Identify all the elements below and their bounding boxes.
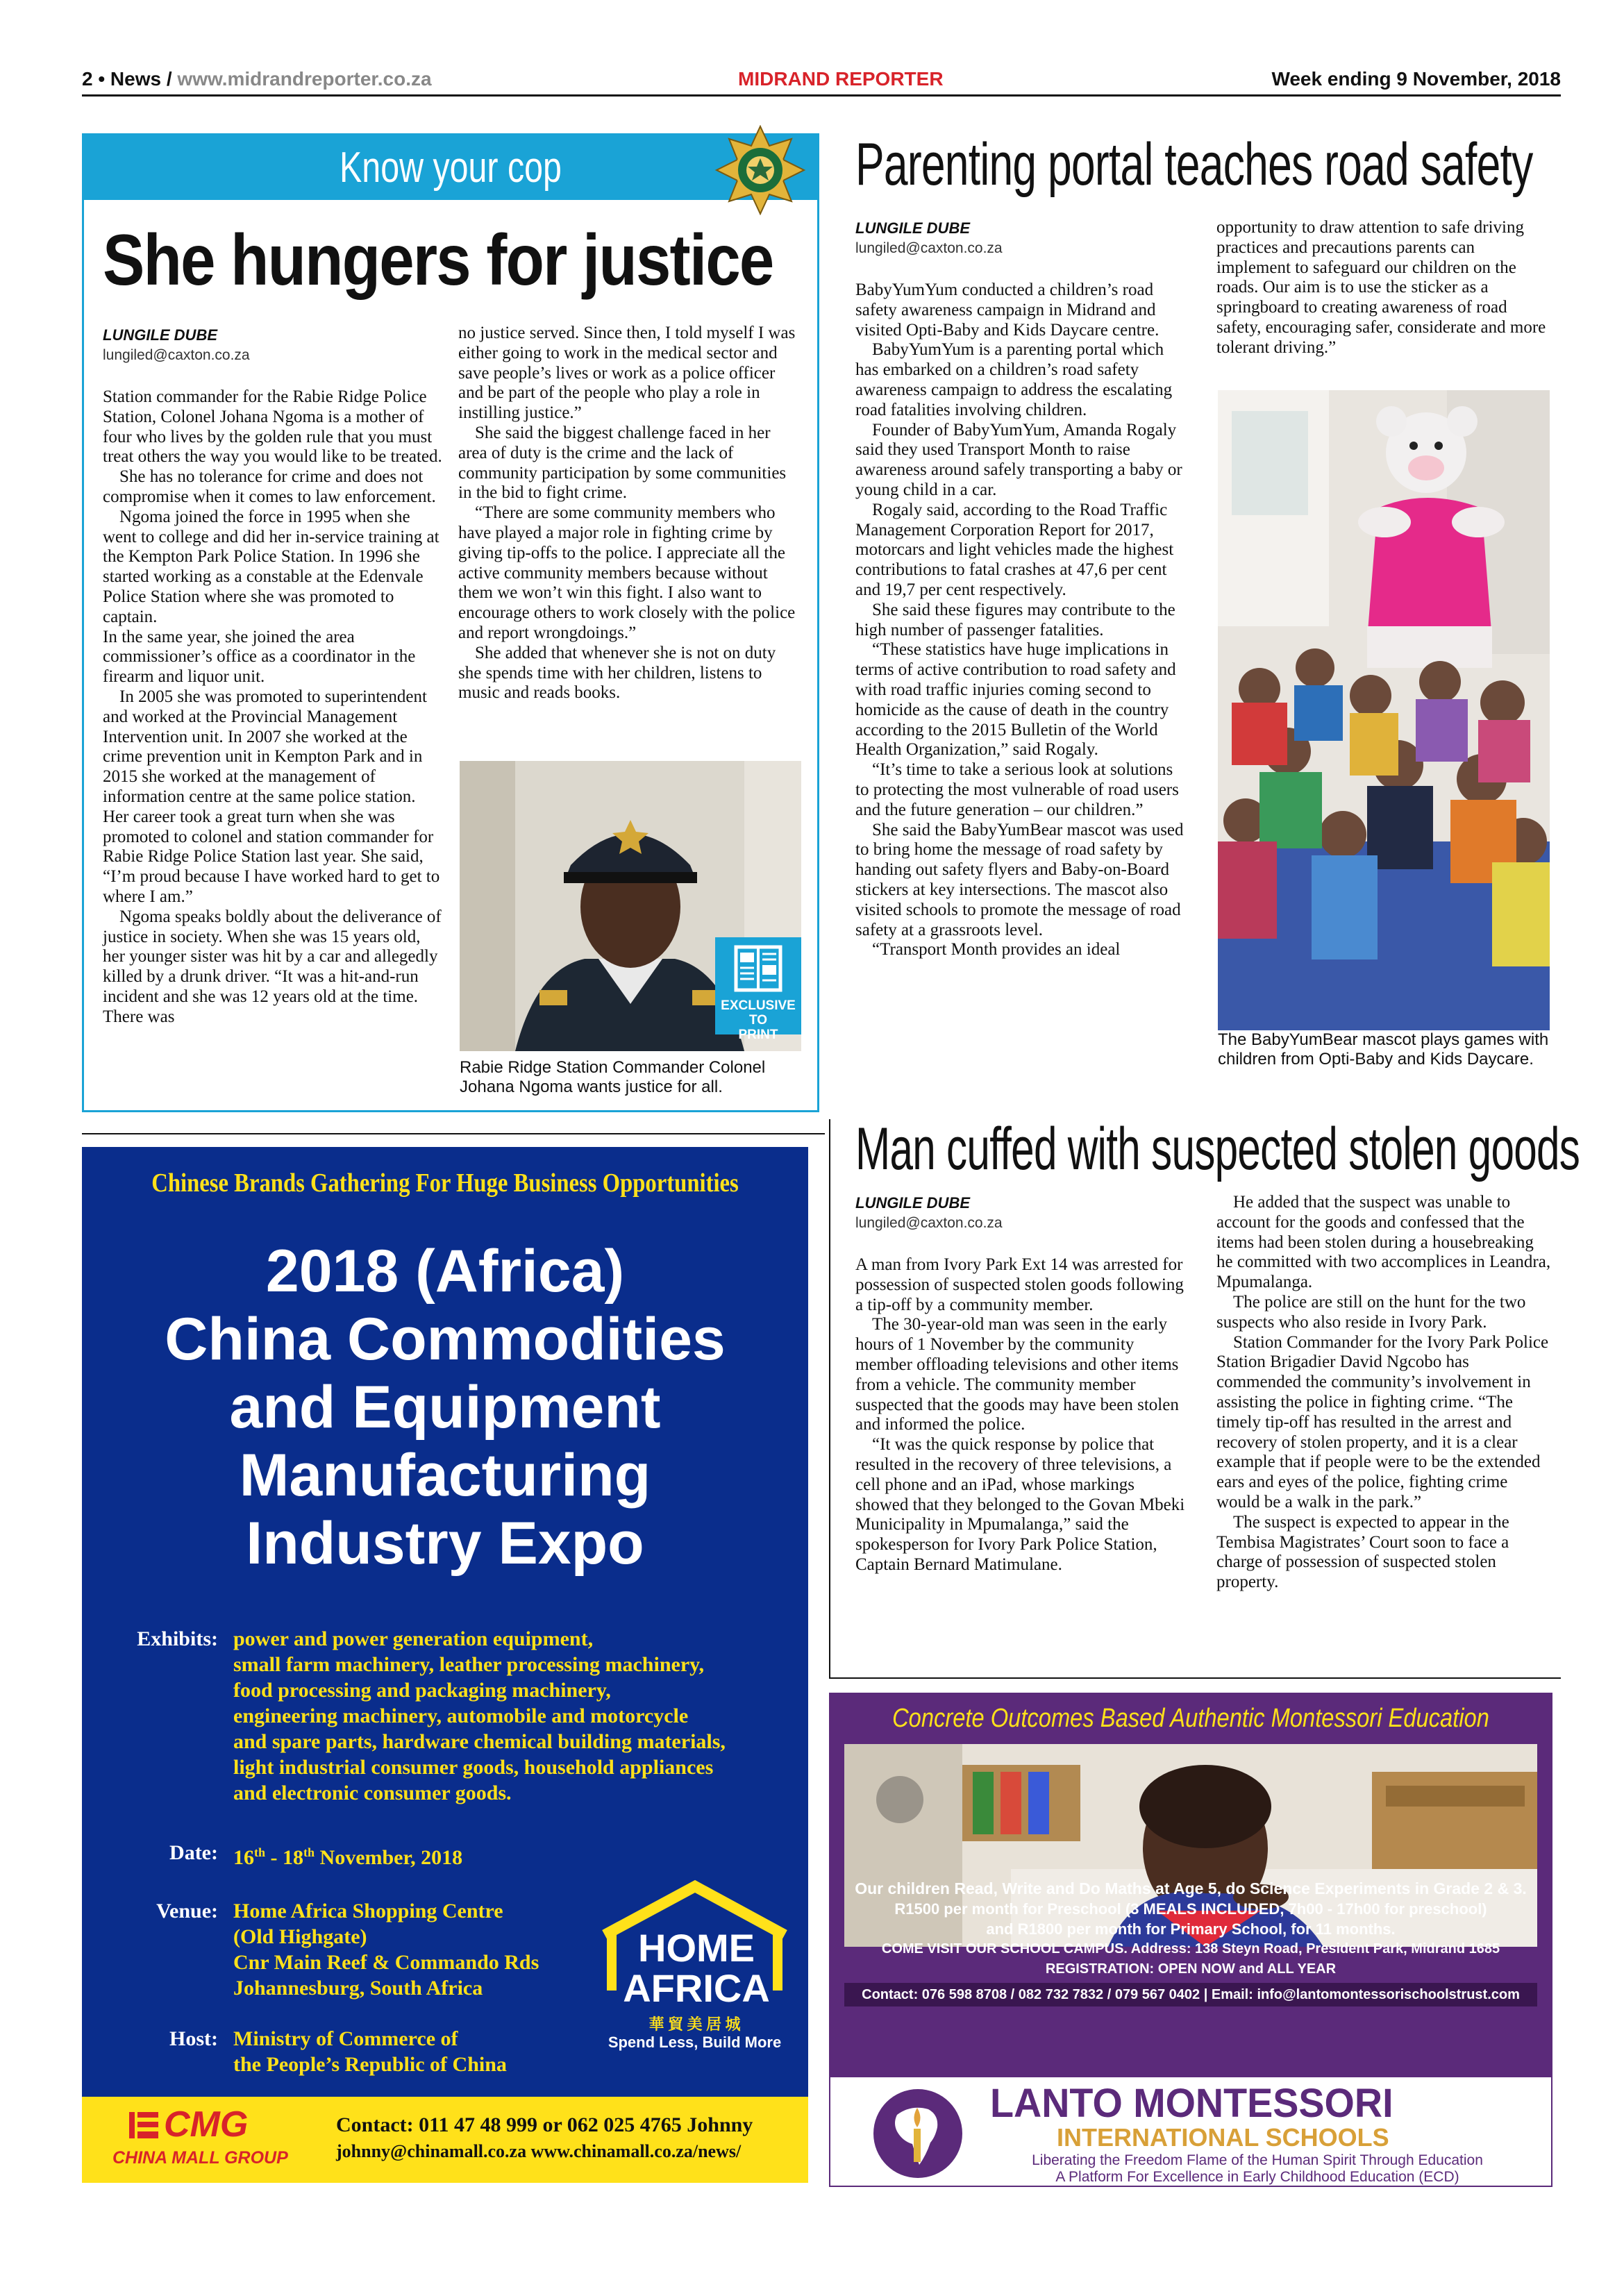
paragraph: In 2005 she was promoted to superintendent and worked at the Provincial Management Intervention unit. In 2007 she worked at the crime prevention unit in Kempton Park and in 2015 she worked at the management of information centre at the same police station. Her career took a great turn when she was promoted to colonel and station commander for Rabie Ridge Police Station last year. She said, “I’m proud because I have worked hard to get to where I am.” xyxy=(103,687,440,906)
cuffed-byline: LUNGILE DUBE xyxy=(855,1194,970,1212)
ad-top-rule xyxy=(82,1133,825,1134)
paragraph: BabyYumYum conducted a children’s road safety awareness campaign in Midrand and visited Opti-Baby and Kids Daycare centre. xyxy=(855,280,1160,340)
cuffed-bottom-rule xyxy=(829,1677,1561,1679)
date-label: Date: xyxy=(169,1841,218,1864)
paragraph: Founder of BabyYumYum, Amanda Rogaly said they used Transport Month to raise awareness around safely transporting a baby or young child in a car. xyxy=(855,420,1182,499)
ad-title xyxy=(82,1237,808,1577)
home-africa-line: AFRICA xyxy=(623,1966,770,2010)
parenting-byline: LUNGILE DUBE xyxy=(855,219,970,237)
exhibit-line: food processing and packaging machinery, xyxy=(233,1679,611,1702)
paragraph: “It’s time to take a serious look at solutions to protecting the most vulnerable of road users and the future generation – our children.” xyxy=(855,760,1179,819)
montessori-tagline-2: A Platform For Excellence in Early Childhood Education (ECD) xyxy=(1055,2169,1459,2185)
home-africa-chinese: 華 貿 美 居 城 xyxy=(648,2016,741,2033)
police-badge-icon xyxy=(714,125,807,215)
contact-web[interactable]: johnny@chinamall.co.za www.chinamall.co.za/news/ xyxy=(336,2141,742,2161)
home-africa-slogan: Spend Less, Build More xyxy=(608,2034,782,2051)
banner-title: Know your cop xyxy=(340,144,562,192)
cuffed-headline: Man cuffed with suspected stolen goods xyxy=(855,1116,1580,1182)
host-line: the People’s Republic of China xyxy=(233,2053,507,2076)
cuffed-body-1 xyxy=(855,1255,1189,1575)
paragraph: Station Commander for the Ivory Park Police Station Brigadier David Ngcobo has commended the community’s involvement in assisting the police in fighting crime. “The timely tip-off has resulted in the arrest and recovery of stolen property, and it is a clear example that if people were to be the extended ears and eyes of the police, fighting crime would be a walk in the park.” xyxy=(1216,1332,1549,1511)
home-africa-line: HOME xyxy=(638,1926,755,1970)
paragraph: “These statistics have huge implications in terms of active contribution to road safety and with road traffic injuries coming second to homicide as the cause of death in the country according to the 2015 Bulletin of the World Health Organization,” said Rogaly. xyxy=(855,640,1176,760)
paragraph: opportunity to draw attention to safe driving practices and precautions parents can implement to safeguard our children on the roads. Our aim is to use the sticker as a springboard to creating awareness of road safety, encouraging safer, considerate and more tolerant driving.” xyxy=(1216,218,1546,357)
exhibit-line: engineering machinery, automobile and motorcycle xyxy=(233,1704,689,1727)
paragraph: “Transport Month provides an ideal xyxy=(872,940,1121,960)
expo-date: 16th - 18th November, 2018 xyxy=(233,1845,463,1869)
newspaper-icon xyxy=(733,944,783,993)
know-your-cop-banner xyxy=(82,133,819,200)
parenting-email[interactable]: lungiled@caxton.co.za xyxy=(855,240,1003,256)
montessori-logo-title: LANTO MONTESSORI xyxy=(990,2081,1393,2126)
host-label: Host: xyxy=(169,2027,218,2050)
cop-column-2 xyxy=(458,324,800,703)
paragraph: Ngoma speaks boldly about the deliverance of justice in society. When she was 15 years old, her younger sister was hit by a car and allegedly killed by a drunk driver. “It was a hit-and-run incident and she was 12 years old at the time. There was xyxy=(103,907,442,1026)
cuffed-email[interactable]: lungiled@caxton.co.za xyxy=(855,1215,1003,1231)
contact-phone[interactable]: Contact: 011 47 48 999 or 062 025 4765 Johnny xyxy=(336,2113,753,2136)
paragraph: “It was the quick response by police that resulted in the recovery of three televisions, a cell phone and an iPad, whose markings showed that they belonged to the Govan Mbeki Municipality in Mpumalanga,” said the spokesperson for Ivory Park Police Station, Captain Bernard Matimulane. xyxy=(855,1435,1185,1574)
montessori-info xyxy=(844,1879,1537,1979)
ad-title-line: and Equipment xyxy=(229,1374,661,1441)
mascot-caption: The BabyYumBear mascot plays games with children from Opti-Baby and Kids Daycare. xyxy=(1218,1030,1549,1069)
info-line: Our children Read, Write and Do Maths at Age 5, do Science Experiments in Grade 2 & 3. xyxy=(855,1879,1527,1897)
page-label: 2 • News / xyxy=(82,68,172,90)
info-line: R1500 per month for Preschool (3 MEALS INCLUDED, 7h00 - 17h00 for preschool) xyxy=(894,1900,1487,1918)
paragraph: The 30-year-old man was seen in the early hours of 1 November by the community member offloading televisions and other items from a vehicle. The community member suspected that the goods may have been stolen and informed the police. xyxy=(855,1315,1179,1434)
exhibit-line: light industrial consumer goods, household appliances xyxy=(233,1756,714,1779)
masthead-rule xyxy=(82,94,1561,97)
cmg-logo-text: CMG xyxy=(164,2104,249,2145)
masthead xyxy=(82,64,1561,97)
paragraph: A man from Ivory Park Ext 14 was arrested for possession of suspected stolen goods following a tip-off by a community member. xyxy=(855,1255,1184,1314)
paragraph: She said these figures may contribute to the high number of passenger fatalities. xyxy=(855,600,1175,639)
paragraph: She said the BabyYumBear mascot was used to bring home the message of road safety by handing out safety flyers and Baby-on-Board stickers at key intersections. The mascot also visited schools to promote the message of road safety at a grassroots level. xyxy=(855,820,1184,939)
parenting-column-1 xyxy=(855,219,1189,960)
montessori-tagline-1: Liberating the Freedom Flame of the Human Spirit Through Education xyxy=(1032,2152,1483,2168)
montessori-banner: Concrete Outcomes Based Authentic Montessori Education xyxy=(892,1704,1489,1733)
exclusive-to-print-badge xyxy=(715,937,801,1042)
cmg-logo-icon xyxy=(128,2109,160,2141)
mascot-photo xyxy=(1218,390,1550,1030)
ad-title-line: China Commodities xyxy=(165,1306,726,1373)
venue-label: Venue: xyxy=(156,1900,218,1922)
montessori-ad[interactable] xyxy=(829,1693,1552,2088)
cop-body-1 xyxy=(103,387,443,1028)
officer-caption: Rabie Ridge Station Commander Colonel Johana Ngoma wants justice for all. xyxy=(460,1058,766,1096)
paragraph: The police are still on the hunt for the two suspects who also reside in Ivory Park. xyxy=(1216,1292,1526,1332)
ad-tagline: Chinese Brands Gathering For Huge Business Opportunities xyxy=(151,1168,739,1198)
venue-line: (Old Highgate) xyxy=(233,1925,367,1948)
cuffed-column-1 xyxy=(855,1194,1189,1575)
site-url[interactable]: www.midrandreporter.co.za xyxy=(177,68,432,90)
montessori-contact[interactable]: Contact: 076 598 8708 / 082 732 7832 / 079 567 0402 | Email: info@lantomontessorischoolstrust.com xyxy=(844,1983,1537,2006)
cop-email[interactable]: lungiled@caxton.co.za xyxy=(103,347,250,363)
cmg-strip xyxy=(82,2097,808,2183)
paragraph: He added that the suspect was unable to account for the goods and confessed that the items had been stolen during a housebreaking he committed with two accomplices in Leandra, Mpumalanga. xyxy=(1216,1193,1551,1292)
paragraph: She added that whenever she is not on duty she spends time with her children, listens to music and reads books. xyxy=(458,643,776,703)
cop-headline: She hungers for justice xyxy=(103,220,773,301)
info-line: REGISTRATION: OPEN NOW and ALL YEAR xyxy=(1045,1961,1337,1977)
africa-torch-icon xyxy=(869,2087,966,2180)
exhibit-line: small farm machinery, leather processing machinery, xyxy=(233,1653,704,1676)
venue-lines xyxy=(233,1898,539,2001)
host-lines xyxy=(233,2026,507,2077)
venue-line: Cnr Main Reef & Commando Rds xyxy=(233,1951,539,1974)
cmg-name: CHINA MALL GROUP xyxy=(112,2148,288,2168)
cop-byline: LUNGILE DUBE xyxy=(103,326,217,344)
exhibit-line: power and power generation equipment, xyxy=(233,1627,594,1650)
print-label: PRINT xyxy=(738,1028,778,1042)
paragraph: The suspect is expected to appear in the Tembisa Magistrates’ Court soon to face a charge of possession of suspected stolen property. xyxy=(1216,1512,1509,1592)
montessori-logo-subtitle: INTERNATIONAL SCHOOLS xyxy=(1057,2123,1389,2152)
paragraph: BabyYumYum is a parenting portal which has embarked on a children’s road safety awareness campaign to address the escalating road fatalities involving children. xyxy=(855,340,1173,419)
cuffed-column-2 xyxy=(1216,1193,1551,1593)
exclusive-label: EXCLUSIVE TO xyxy=(721,998,796,1028)
paper-name: MIDRAND REPORTER xyxy=(738,68,944,90)
exhibits-list xyxy=(233,1626,803,1806)
exhibits-label: Exhibits: xyxy=(137,1627,218,1650)
parenting-headline: Parenting portal teaches road safety xyxy=(855,131,1533,198)
info-line: and R1800 per month for Primary School, for 11 months. xyxy=(986,1920,1396,1938)
ad-title-line: Industry Expo xyxy=(246,1510,644,1577)
home-africa-logo xyxy=(592,1879,797,2053)
paragraph: Rogaly said, according to the Road Traffic Management Corporation Report for 2017, motorcars and light vehicles made the highest contributions to fatal crashes at 47,6 per cent and 19,7 per cent respectively. xyxy=(855,500,1174,599)
paragraph: “There are some community members who have played a major role in fighting crime by giving tip-offs to the police. I appreciate all the active community members because without them we won’t win this fight. I also want to encourage others to work closely with the police and report wrongdoings.” xyxy=(458,503,796,642)
exhibit-line: and spare parts, hardware chemical building materials, xyxy=(233,1730,726,1753)
ad-title-line: 2018 (Africa) xyxy=(265,1238,625,1305)
host-line: Ministry of Commerce of xyxy=(233,2027,458,2050)
paragraph: She has no tolerance for crime and does not compromise when it comes to law enforcement. xyxy=(103,467,436,506)
cmg-contact xyxy=(336,2112,753,2165)
venue-line: Home Africa Shopping Centre xyxy=(233,1900,503,1922)
issue-date: Week ending 9 November, 2018 xyxy=(1271,68,1561,90)
paragraph: She said the biggest challenge faced in her area of duty is the crime and the lack of community participation by some communities in the bid to fight crime. xyxy=(458,423,787,503)
exhibit-line: and electronic consumer goods. xyxy=(233,1782,512,1804)
paragraph: Ngoma joined the force in 1995 when she went to college and did her in-service training at the Kempton Park Police Station. In 1996 she started working as a constable at the Edenvale Police Station where she was promoted to captain. xyxy=(103,507,440,626)
venue-line: Johannesburg, South Africa xyxy=(233,1977,483,2000)
parenting-column-2 xyxy=(1216,218,1551,358)
ad-title-line: Manufacturing xyxy=(239,1442,651,1509)
cuffed-box-rule xyxy=(829,1119,830,1679)
paragraph: Station commander for the Rabie Ridge Police Station, Colonel Johana Ngoma is a mother of four who lives by the golden rule that you must treat others the way you would like to be treated. xyxy=(103,387,442,467)
paragraph: In the same year, she joined the area commissioner’s office as a coordinator in the firearm and liquor unit. xyxy=(103,627,416,687)
paragraph: no justice served. Since then, I told myself I was either going to work in the medical sector and save people’s lives or work as a police officer and be part of the people who play a role in instilling justice.” xyxy=(458,324,796,423)
parenting-body-1 xyxy=(855,280,1189,960)
info-line: COME VISIT OUR SCHOOL CAMPUS. Address: 138 Steyn Road, President Park, Midrand 1685 xyxy=(881,1941,1500,1956)
cop-column-1 xyxy=(103,326,443,1028)
china-expo-ad[interactable] xyxy=(82,1147,808,2097)
montessori-logo-box xyxy=(829,2076,1552,2187)
